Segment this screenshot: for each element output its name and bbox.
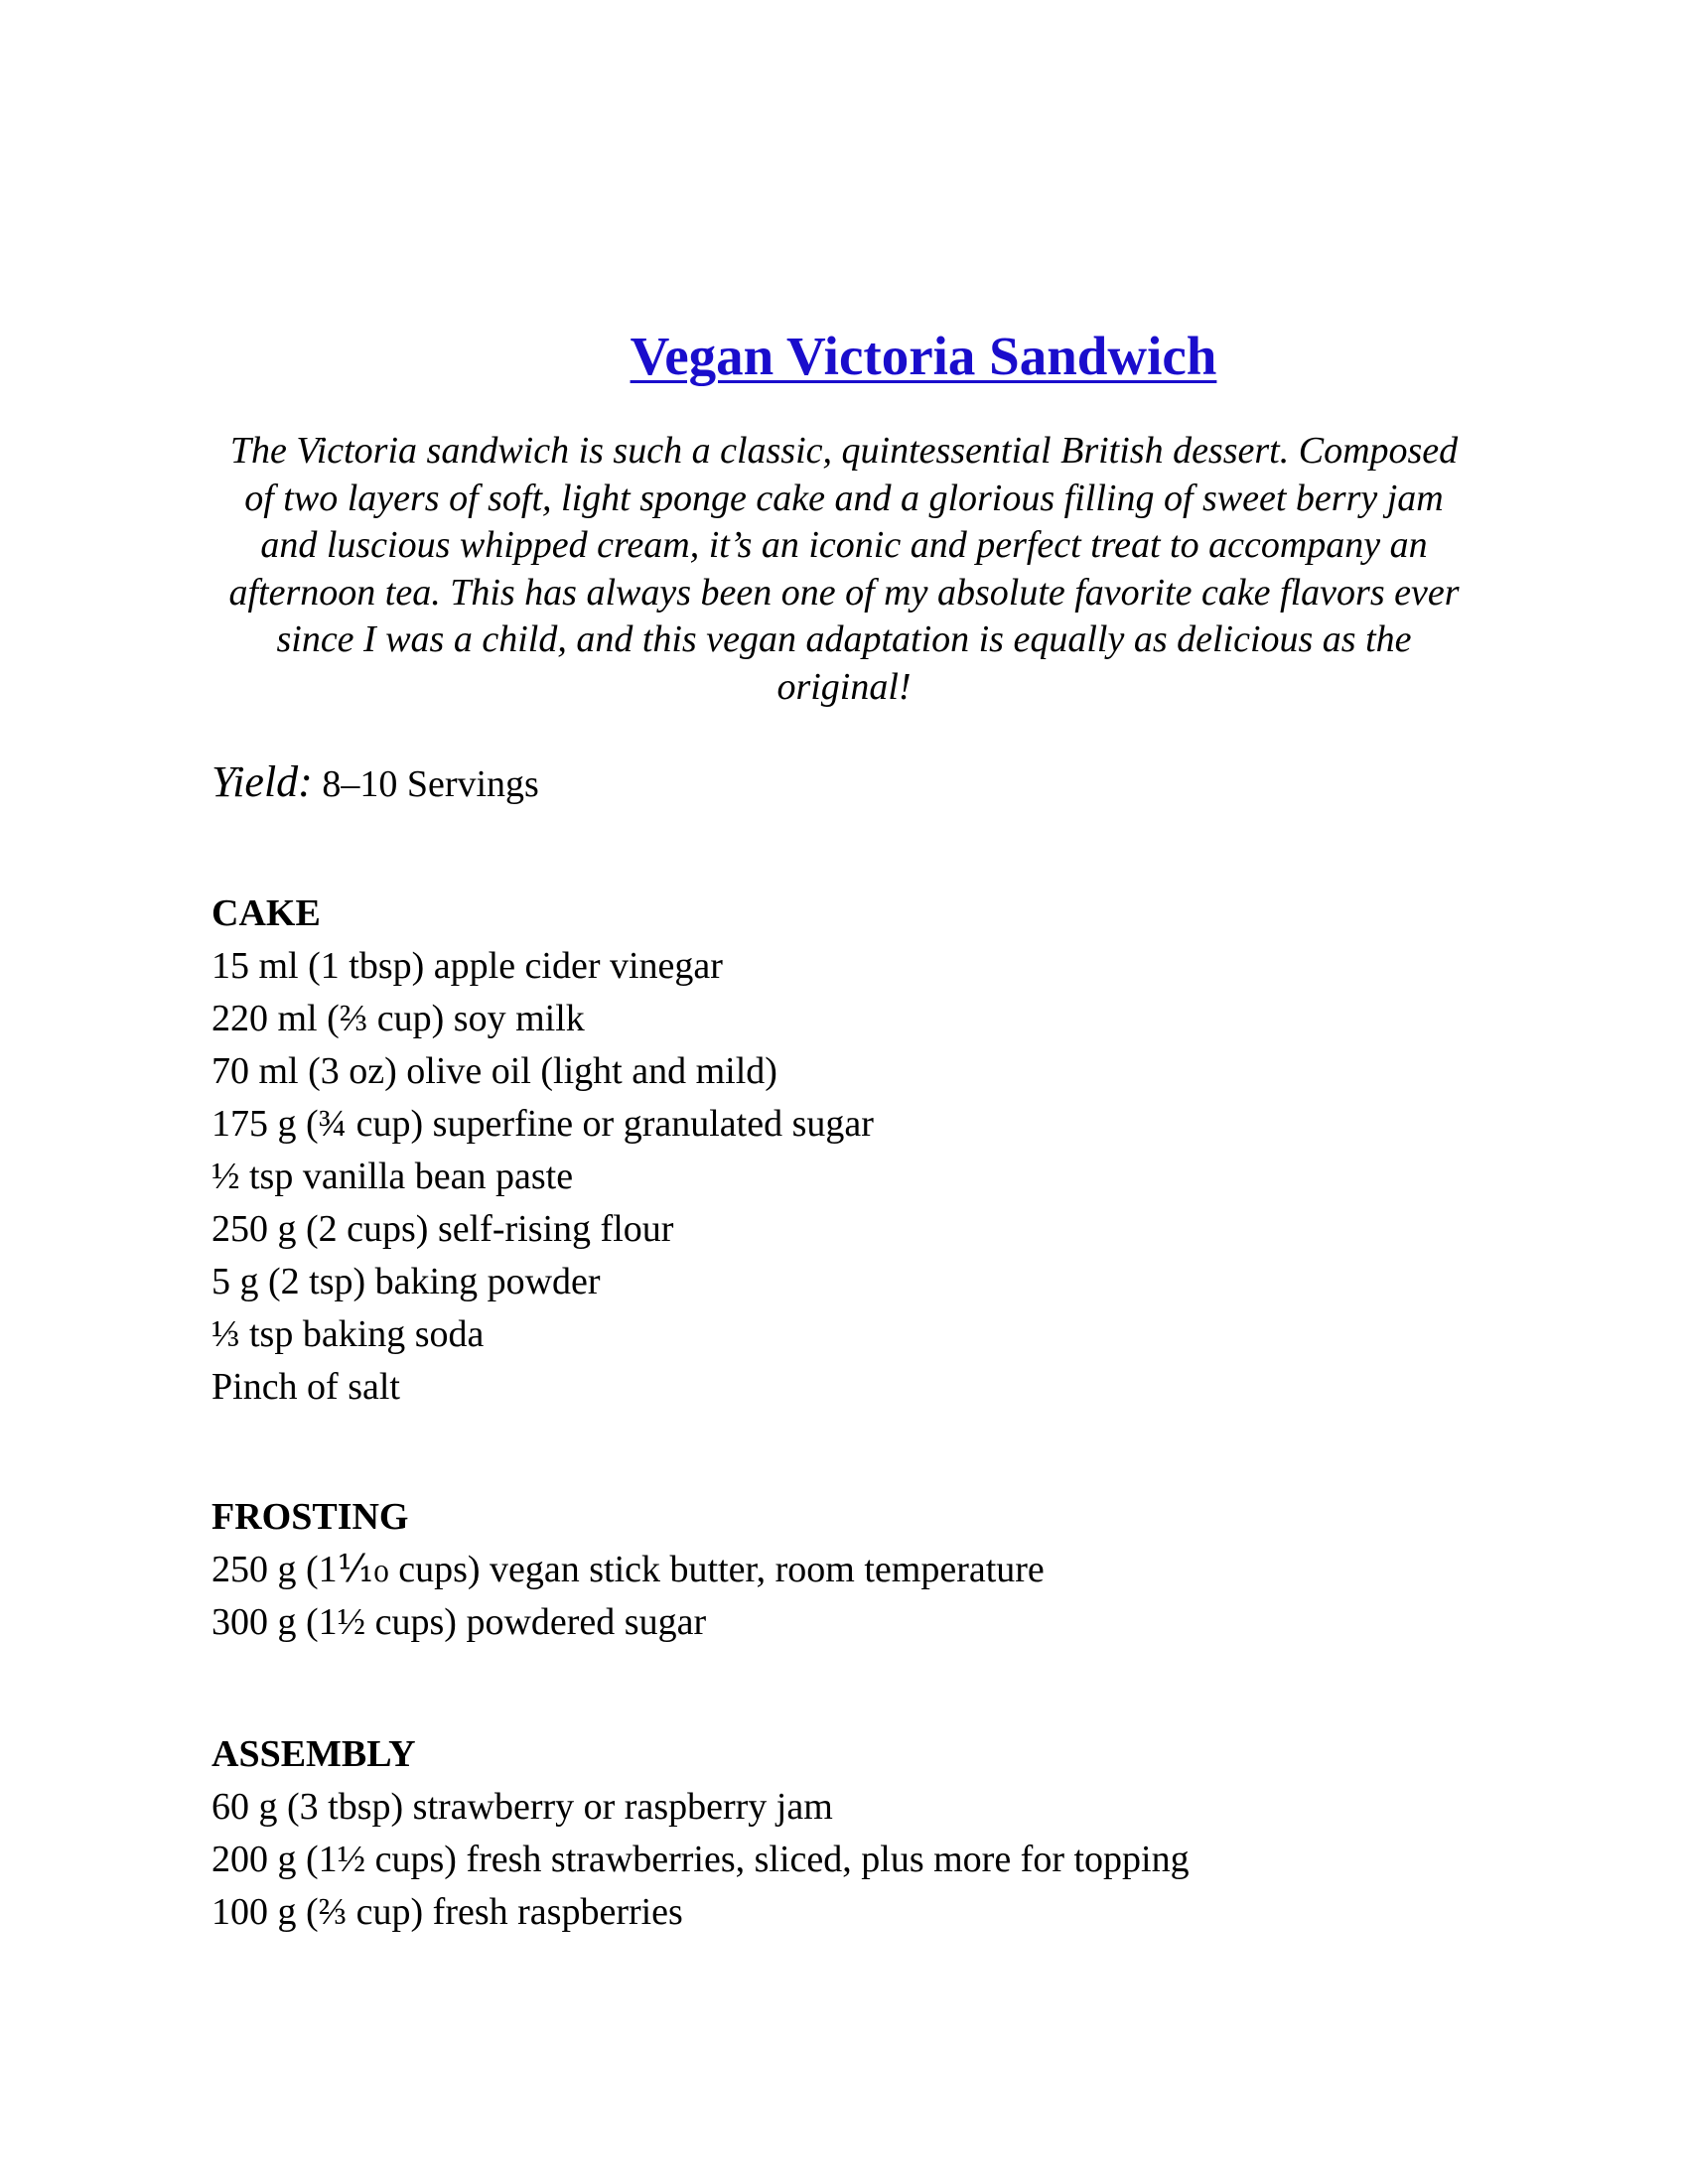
ingredient-item: 70 ml (3 oz) olive oil (light and mild) [211,1050,777,1092]
frosting-heading: FROSTING [211,1496,409,1538]
ingredient-item: 15 ml (1 tbsp) apple cider vinegar [211,945,723,987]
assembly-heading: ASSEMBLY [211,1733,416,1775]
cake-ingredient-list [211,940,1602,1414]
ingredient-item: Pinch of salt [211,1366,400,1408]
frosting-section [211,1491,1602,1649]
recipe-intro: The Victoria sandwich is such a classic, quintessential British dessert. Composed of two layers of soft, light sponge cake and a glorious filling of sweet berry jam and luscious whipped cream, it’s an iconic and perfect treat to accompany an afternoon tea. This has always been one of my absolute favorite cake flavors ever since I was a child, and this vegan adaptation is equally as delicious as the original! [228,430,1460,708]
ingredient-item: 220 ml (⅔ cup) soy milk [211,998,585,1039]
yield-label: Yield: [211,757,313,806]
ingredient-item: 250 g (2 cups) self-rising flour [211,1208,674,1250]
yield-value: 8–10 Servings [322,763,539,805]
ingredient-item: 300 g (1½ cups) powdered sugar [211,1601,707,1643]
ingredient-item: ⅓ tsp baking soda [211,1313,485,1355]
title-link[interactable]: Vegan Victoria Sandwich [630,326,1217,386]
recipe-yield [211,752,539,814]
assembly-section [211,1728,1602,1939]
ingredient-item: 60 g (3 tbsp) strawberry or raspberry jam [211,1786,833,1828]
assembly-ingredient-list [211,1781,1602,1939]
cake-heading: CAKE [211,892,321,934]
frosting-ingredient-list [211,1544,1602,1649]
ingredient-item: ½ tsp vanilla bean paste [211,1156,574,1197]
cake-section [211,887,1602,1414]
ingredient-item: 5 g (2 tsp) baking powder [211,1261,601,1302]
ingredient-item: 250 g (1⅒ cups) vegan stick butter, room temperature [211,1549,1045,1590]
ingredient-item: 200 g (1½ cups) fresh strawberries, sliced, plus more for topping [211,1839,1190,1880]
ingredient-item: 100 g (⅔ cup) fresh raspberries [211,1891,683,1933]
page-title [0,316,1688,397]
ingredient-item: 175 g (¾ cup) superfine or granulated sugar [211,1103,874,1145]
